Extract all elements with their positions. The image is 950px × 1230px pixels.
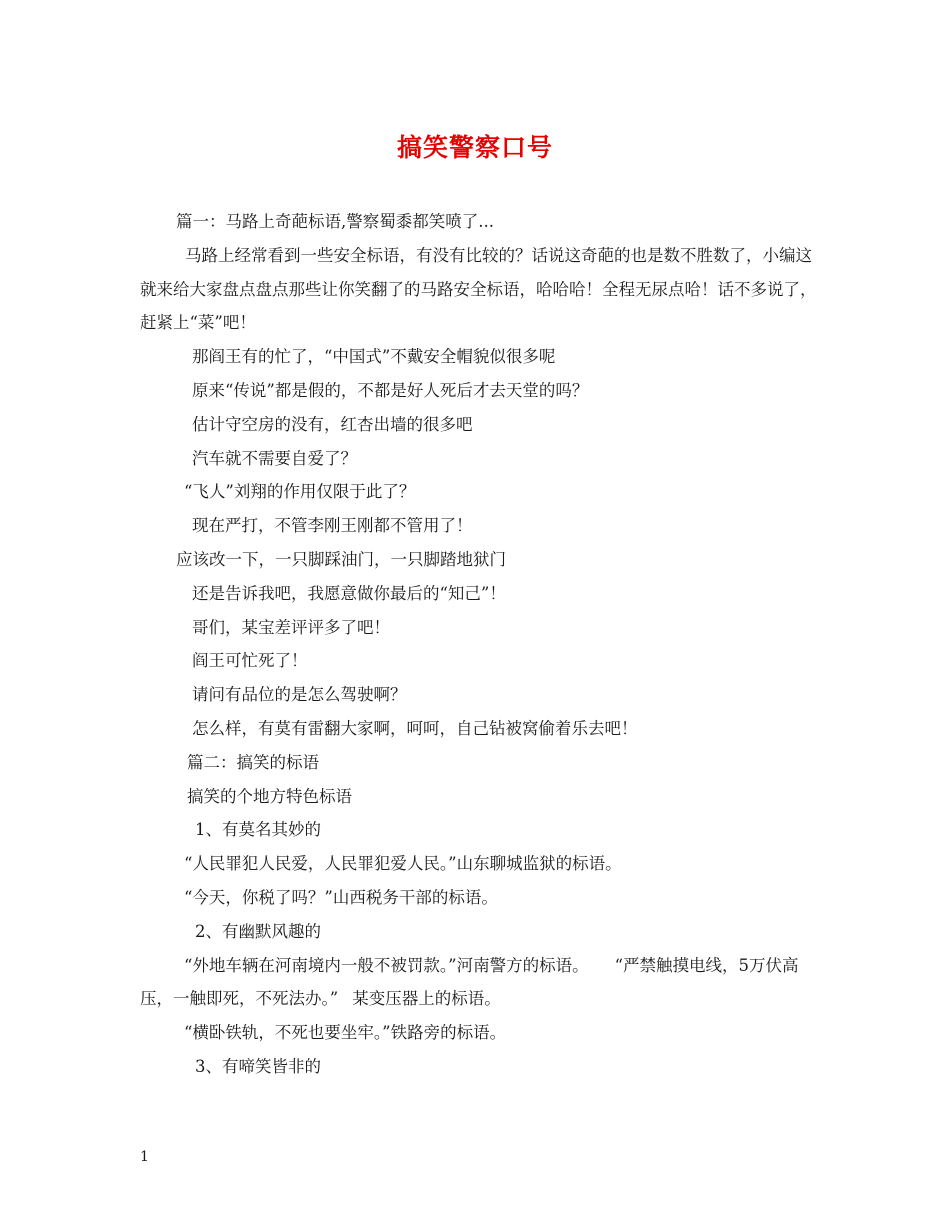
paragraph: 估计守空房的没有，红杏出墙的很多吧	[192, 414, 473, 434]
paragraph: “飞人”刘翔的作用仅限于此了？	[184, 482, 416, 502]
paragraph-part: “外地车辆在河南境内一般不被罚款。”河南警方的标语。	[184, 955, 589, 975]
list-heading: 3、有啼笑皆非的	[195, 1056, 321, 1076]
list-heading: 1、有莫名其妙的	[195, 820, 321, 840]
page-title: 搞笑警察口号	[396, 133, 553, 162]
paragraph: 那阎王有的忙了，“中国式”不戴安全帽貌似很多呢	[192, 347, 556, 367]
paragraph	[140, 949, 820, 1017]
paragraph: 还是告诉我吧，我愿意做你最后的“知己”！	[192, 583, 506, 603]
paragraph: 现在严打，不管李刚王刚都不管用了！	[192, 516, 473, 536]
paragraph: 篇一：马路上奇葩标语,警察蜀黍都笑喷了...	[176, 212, 494, 231]
paragraph: 应该改一下，一只脚踩油门，一只脚踏地狱门	[176, 549, 506, 569]
page-number: 1	[140, 1149, 149, 1165]
paragraph: 马路上经常看到一些安全标语，有没有比较的？话说这奇葩的也是数不胜数了，小编这就来给大家盘点盘点那些让你笑翻了的马路安全标语，哈哈哈！全程无尿点哈！话不多说了，赶紧上“菜”吧！	[140, 245, 817, 333]
paragraph: 搞笑的个地方特色标语	[187, 786, 352, 806]
paragraph: 阎王可忙死了！	[192, 651, 308, 671]
paragraph: “人民罪犯人民爱，人民罪犯爱人民。”山东聊城监狱的标语。	[184, 854, 622, 874]
document-body	[140, 205, 820, 1084]
paragraph: “今天，你税了吗？”山西税务干部的标语。	[184, 887, 498, 907]
paragraph-part: 某变压器上的标语。	[352, 989, 501, 1009]
paragraph: 哥们，某宝差评评多了吧！	[192, 617, 390, 637]
paragraph: 汽车就不需要自爱了？	[192, 448, 357, 468]
paragraph: 请问有品位的是怎么驾驶啊？	[192, 685, 407, 705]
section-heading: 篇二：搞笑的标语	[187, 752, 319, 772]
list-heading: 2、有幽默风趣的	[195, 921, 321, 941]
paragraph-part: “严禁触摸电线，5万伏高压，一触即死，不死法办。”	[140, 955, 799, 1009]
paragraph: 怎么样，有莫有雷翻大家啊，呵呵，自己钻被窝偷着乐去吧！	[192, 718, 638, 738]
paragraph: 原来“传说”都是假的，不都是好人死后才去天堂的吗？	[192, 380, 589, 400]
paragraph: “横卧铁轨，不死也要坐牢。”铁路旁的标语。	[184, 1023, 507, 1043]
